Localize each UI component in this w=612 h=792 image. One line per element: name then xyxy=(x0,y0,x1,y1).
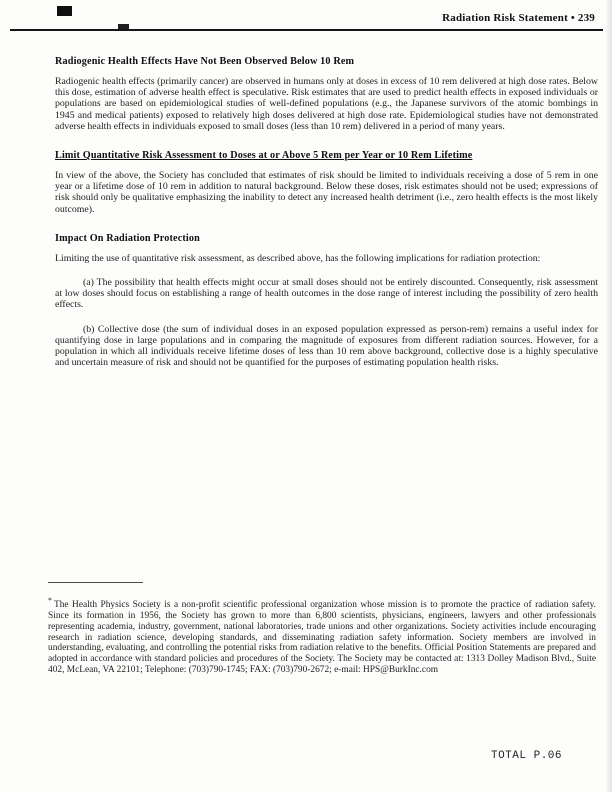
footnote-asterisk: * xyxy=(48,596,52,606)
section-heading: Impact On Radiation Protection xyxy=(55,232,200,244)
footnote xyxy=(48,596,596,675)
section-limit-risk-assessment xyxy=(55,150,598,215)
section-heading: Limit Quantitative Risk Assessment to Doses at or Above 5 Rem per Year or 10 Rem Lifetime xyxy=(55,150,473,162)
document-body xyxy=(55,56,598,381)
fax-page-stamp: TOTAL P.06 xyxy=(490,750,562,762)
running-header-title: Radiation Risk Statement • 239 xyxy=(442,12,595,24)
footnote-text: The Health Physics Society is a non-profit scientific professional organization whose mission is to promote the practice of radiation safety. Since its formation in 1956, the Society has grown to more than 6,800 scientists, physicians, engineers, lawyers and other professionals representing academia, industry, government, national laboratories, trade unions and other organizations. Society activities include encouraging research in radiation science, developing standards, and disseminating radiation safety information. Society members are involved in understanding, evaluating, and controlling the potential risks from radiation relative to the benefits. Official Position Statements are prepared and adopted in accordance with standard policies and procedures of the Society. The Society may be contacted at: 1313 Dolley Madison Blvd., Suite 402, McLean, VA 22101; Telephone: (703)790-1745; FAX: (703)790-2672; e-mail: HPS@BurkInc.com xyxy=(48,600,596,675)
footnote-separator-rule xyxy=(48,582,143,583)
scan-edge-shading xyxy=(605,0,612,792)
paragraph: In view of the above, the Society has concluded that estimates of risk should be limited to individuals receiving a dose of 5 rem in one year or a lifetime dose of 10 rem in addition to natural background. Below these doses, risk estimates should not be used; expressions of risk should only be qualitative emphasizing the inability to detect any increased health detriment (i.e., zero health effects is the most likely outcome). xyxy=(55,170,598,215)
paragraph-item-b: (b) Collective dose (the sum of individual doses in an exposed population expressed as person-rem) remains a useful index for quantifying dose in large populations and in comparing the magnitude of exposures from different radiation sources. However, for a population in which all individuals receive lifetime doses of less than 10 rem above background, collective dose is a highly speculative and uncertain measure of risk and should not be quantified for the purposes of estimating population health risks. xyxy=(55,323,598,369)
section-heading: Radiogenic Health Effects Have Not Been Observed Below 10 Rem xyxy=(55,56,355,67)
header-rule xyxy=(10,29,603,31)
section-radiogenic-effects xyxy=(55,56,598,132)
paragraph: Radiogenic health effects (primarily cancer) are observed in humans only at doses in excess of 10 rem delivered at high dose rates. Below this dose, estimation of adverse health effect is speculative. Risk estimates that are used to predict health effects in exposed individuals or populations are based on epidemiological studies of well-defined populations (e.g., the Japanese survivors of the atomic bombings in 1945 and medical patients) exposed to relatively high doses delivered at high dose rate. Epidemiological studies have not demonstrated adverse health effects in individuals exposed to small doses (less than 10 rem) delivered in a period of many years. xyxy=(55,76,598,132)
scan-artifact xyxy=(57,6,72,16)
section-impact-radiation-protection xyxy=(55,233,598,369)
paragraph-item-a: (a) The possibility that health effects might occur at small doses should not be entirely discounted. Consequently, risk assessment at low doses should focus on establishing a range of health outcomes in the dose range of interest including the possibility of zero health effects. xyxy=(55,277,598,311)
paragraph: Limiting the use of quantitative risk assessment, as described above, has the following implications for radiation protection: xyxy=(55,252,541,264)
